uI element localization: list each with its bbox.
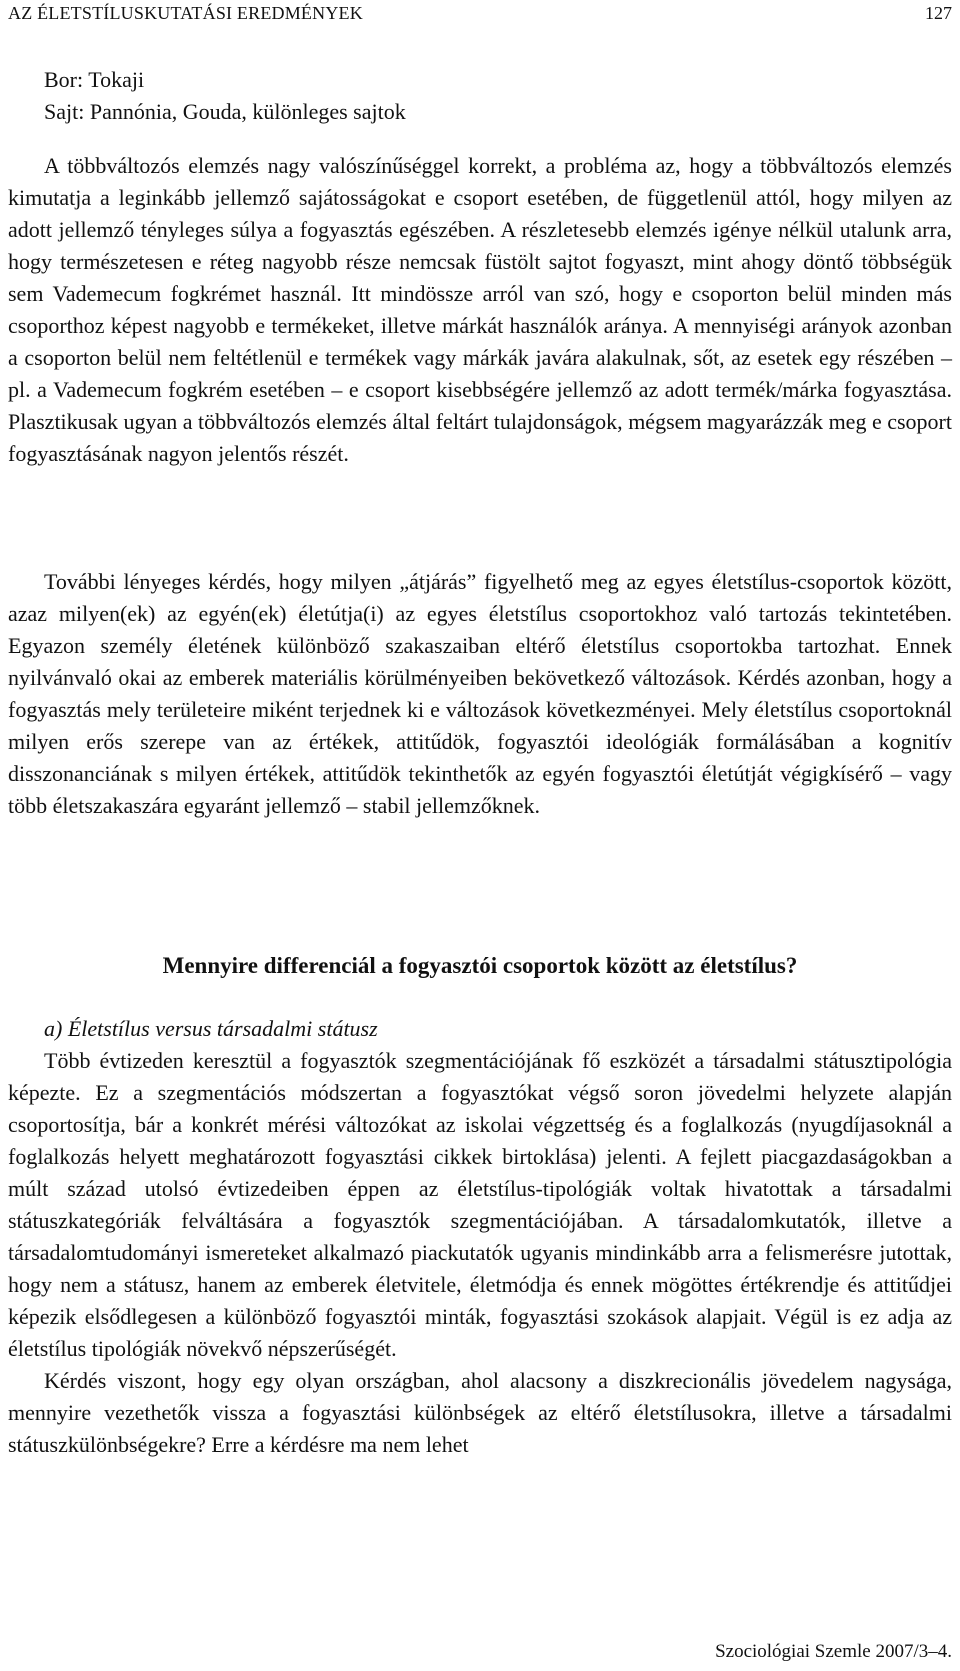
body-paragraph: Kérdés viszont, hogy egy olyan országban, ahol alacsony a diszkrecionális jövedelem nagysága, mennyire vezethetők vissza a fogyasztási különbségek az eltérő életstílusokra, illetve a társadalmi státuszkülönbségekre? Erre a kérdésre ma nem lehet [8,1368,952,1457]
page-number: 127 [925,3,952,23]
product-list [8,64,952,128]
body-paragraph: A többváltozós elemzés nagy valószínűséggel korrekt, a probléma az, hogy a többváltozós elemzés kimutatja a leginkább jellemző sajátosságokat e csoport esetében, de függetlenül attól, hogy milyen az adott jellemző tényleges súlya a fogyasztás egészében. A részletesebb elemzés igénye nélkül utalunk arra, hogy természetesen e réteg nagyobb része nemcsak füstölt sajtot fogyaszt, mint ahogy döntő többségük sem Vademecum fogkrémet használ. Itt mindössze arról van szó, hogy e csoporton belül minden más csoporthoz képest nagyobb e termékeket, illetve márkát használók aránya. A mennyiségi arányok azonban a csoporton belül nem feltétlenül e termékek vagy márkák javára alakulnak, sőt, az esetek egy részében – pl. a Vademecum fogkrém esetében – e csoport kisebbségére jellemző az adott termék/márka fogyasztása. Plasztikusak ugyan a többváltozós elemzés által feltárt tulajdonságok, mégsem magyarázzák meg e csoport fogyasztásának nagyon jelentős részét. [8,153,952,466]
paragraph-multivariate [8,150,952,470]
subsection-heading: a) Életstílus versus társadalmi státusz [44,1016,378,1041]
running-title: AZ ÉLETSTÍLUSKUTATÁSI EREDMÉNYEK [8,3,363,23]
journal-footer: Szociológiai Szemle 2007/3–4. [715,1641,952,1662]
journal-page [8,0,952,1671]
list-line-cheese: Sajt: Pannónia, Gouda, különleges sajtok [44,99,406,124]
section-heading: Mennyire differenciál a fogyasztói csoportok között az életstílus? [162,953,798,978]
paragraph-transitions [8,566,952,822]
section-body [8,1045,952,1461]
body-paragraph: További lényeges kérdés, hogy milyen „átjárás” figyelhető meg az egyes életstílus-csoportok között, azaz milyen(ek) az egyén(ek) életútja(i) az egyes életstílus csoportokhoz való tartozás tekintetében. Egyazon személy életének különböző szakaszaiban eltérő életstílus csoportokba tartozhat. Ennek nyilvánvaló okai az emberek materiális körülményeiben bekövetkező változások. Kérdés azonban, hogy a fogyasztás mely területeire miként terjednek ki e változások következményei. Mely életstílus csoportoknál milyen erős szerepe van az értékek, attitűdök, fogyasztói ideológiák formálásában a kognitív disszonanciának s milyen értékek, attitűdök tekinthetők az egyén fogyasztói életútját végigkísérő – vagy több életszakaszára egyaránt jellemző – stabil jellemzőknek. [8,569,952,818]
list-line-wine: Bor: Tokaji [44,67,145,92]
body-paragraph: Több évtizeden keresztül a fogyasztók szegmentációjának fő eszközét a társadalmi státusztipológia képezte. Ez a szegmentációs módszertan a fogyasztókat végső soron jövedelmi helyzete alapján csoportosítja, bár a konkrét mérési változókat az iskolai végzettség és a foglalkozás (nyugdíjasoknál a foglalkozás helyett meghatározott fogyasztási cikkek birtoklása) jelenti. A fejlett piacgazdaságokban a múlt század utolsó évtizedeiben éppen az életstílus-tipológiák voltak hivatottak a társadalmi státuszkategóriák felváltására a fogyasztók szegmentációjában. A társadalomkutatók, illetve a társadalomtudományi ismereteket alkalmazó piackutatók ugyanis mindinkább arra a felismerésre jutottak, hogy nem a státusz, hanem az emberek életvitele, életmódja és ennek mögöttes értékrendje és attitűdjei képezik elsődlegesen a különböző fogyasztói minták, fogyasztási szokások alapjait. Végül is ez adja az életstílus tipológiák növekvő népszerűségét. [8,1048,952,1361]
